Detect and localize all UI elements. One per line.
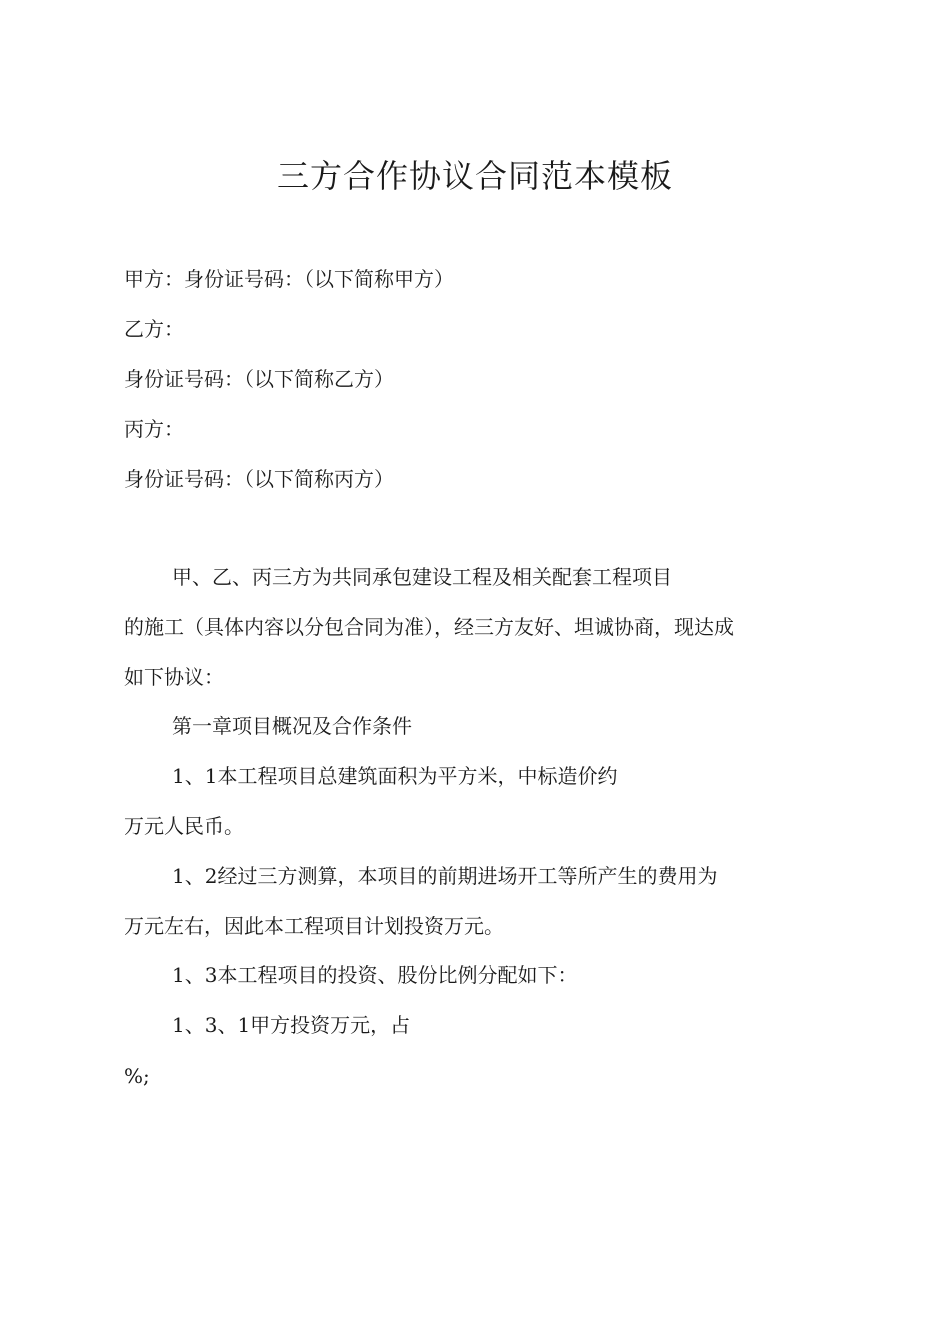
chapter-1-heading: 第一章项目概况及合作条件 (172, 714, 412, 738)
percent-line: %; (124, 1064, 150, 1088)
clause-1-1-line-1: 1、1本工程项目总建筑面积为平方米，中标造价约 (172, 764, 618, 788)
party-c-id-line: 身份证号码：（以下简称丙方） (124, 467, 394, 491)
clause-1-2-line-2: 万元左右，因此本工程项目计划投资万元。 (124, 914, 504, 938)
party-b-line: 乙方： (124, 317, 184, 341)
document-title: 三方合作协议合同范本模板 (276, 157, 673, 195)
intro-line-1: 甲、乙、丙三方为共同承包建设工程及相关配套工程项目 (172, 565, 672, 589)
intro-line-2: 的施工（具体内容以分包合同为准），经三方友好、坦诚协商，现达成 (124, 615, 734, 639)
party-c-line: 丙方： (124, 417, 184, 441)
party-a-line: 甲方：身份证号码：（以下简称甲方） (124, 267, 454, 291)
clause-1-2-line-1: 1、2经过三方测算，本项目的前期进场开工等所产生的费用为 (172, 864, 718, 888)
intro-line-3: 如下协议： (124, 665, 224, 689)
clause-1-3-1: 1、3、1甲方投资万元，占 (172, 1013, 411, 1037)
party-b-id-line: 身份证号码：（以下简称乙方） (124, 367, 394, 391)
clause-1-1-line-2: 万元人民币。 (124, 814, 244, 838)
clause-1-3: 1、3本工程项目的投资、股份比例分配如下： (172, 963, 578, 987)
